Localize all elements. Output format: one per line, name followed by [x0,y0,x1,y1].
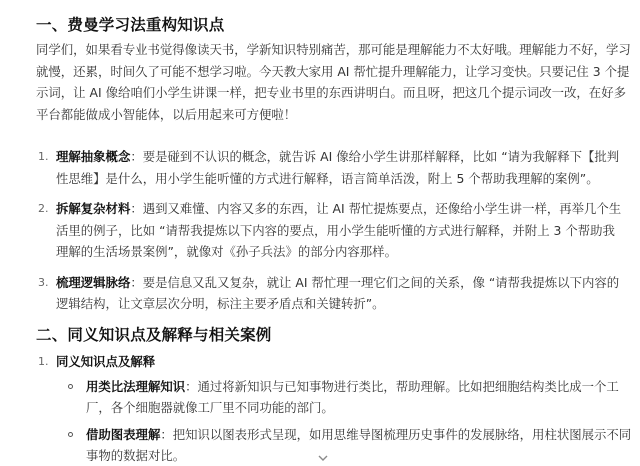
list-item [36,272,626,315]
list-number: 2. [38,202,49,215]
bullet-circle-icon [68,432,73,437]
section1-heading: 一、费曼学习法重构知识点 [36,16,225,34]
list-item [76,424,632,466]
prompt-list [36,146,626,324]
list-number: 3. [38,275,49,289]
item-title: 拆解复杂材料 [56,201,131,216]
section2-body [36,351,632,466]
list-item [36,198,626,263]
intro-paragraph: 同学们，如果看专业书觉得像读天书，学新知识特别痛苦，那可能是理解能力不太好哦。理解能力不好，学习就慢，还累，时间久了可能不想学习啦。今天教大家用 AI 帮忙提升理解能力，让学习变快。只要记住 3 个提示词，让 AI 像给咱们小学生讲课一样，把专业书里的东西讲明白。而且呀，把这几个提示词改一改，在好多平台都能做成小智能体，以后用起来可方便啦！ [36,42,631,122]
list-item [36,146,626,189]
list-number: 1. [38,355,49,368]
item-text: ：通过将新知识与已知事物进行类比，帮助理解。比如把细胞结构类比成一个工厂，各个细胞器就像工厂里不同功能的部门。 [86,378,619,415]
list-item [76,376,632,419]
section2-heading: 二、同义知识点及解释与相关案例 [36,326,272,344]
item-title: 理解抽象概念 [56,149,131,164]
synonym-list [36,376,632,466]
item-text: ：要是碰到不认识的概念，就告诉 AI 像给小学生讲那样解释，比如 “请为我解释下【批判性思维】是什么，用小学生能听懂的方式进行解释，语言简单活泼，附上 5 个帮助我理解的案例”。 [56,149,620,186]
item-title: 用类比法理解知识 [86,378,186,394]
item-text: ：遇到又难懂、内容又多的东西，让 AI 帮忙提炼要点，还像给小学生讲一样，再举几个生活里的例子，比如 “请帮我提炼以下内容的要点，用小学生能听懂的方式进行解释，并附上 3 个帮助我理解的生活场景案例”，就像对《孙子兵法》的部分内容那样。 [56,201,622,259]
item-text: ：把知识以图表形式呈现，如用思维导图梳理历史事件的发展脉络，用柱状图展示不同事物的数据对比。 [86,426,632,463]
bullet-circle-icon [68,384,73,389]
item-text: ：要是信息又乱又复杂，就让 AI 帮忙理一理它们之间的关系，像 “请帮我提炼以下内容的逻辑结构，让文章层次分明，标注主要矛盾点和关键转折”。 [56,274,620,311]
list-number: 1. [38,150,49,163]
item-title: 梳理逻辑脉络 [56,274,131,290]
subsection-title [36,351,632,373]
subsection-label: 同义知识点及解释 [56,354,156,369]
item-title: 借助图表理解 [86,426,161,442]
chevron-down-icon[interactable] [318,455,328,463]
